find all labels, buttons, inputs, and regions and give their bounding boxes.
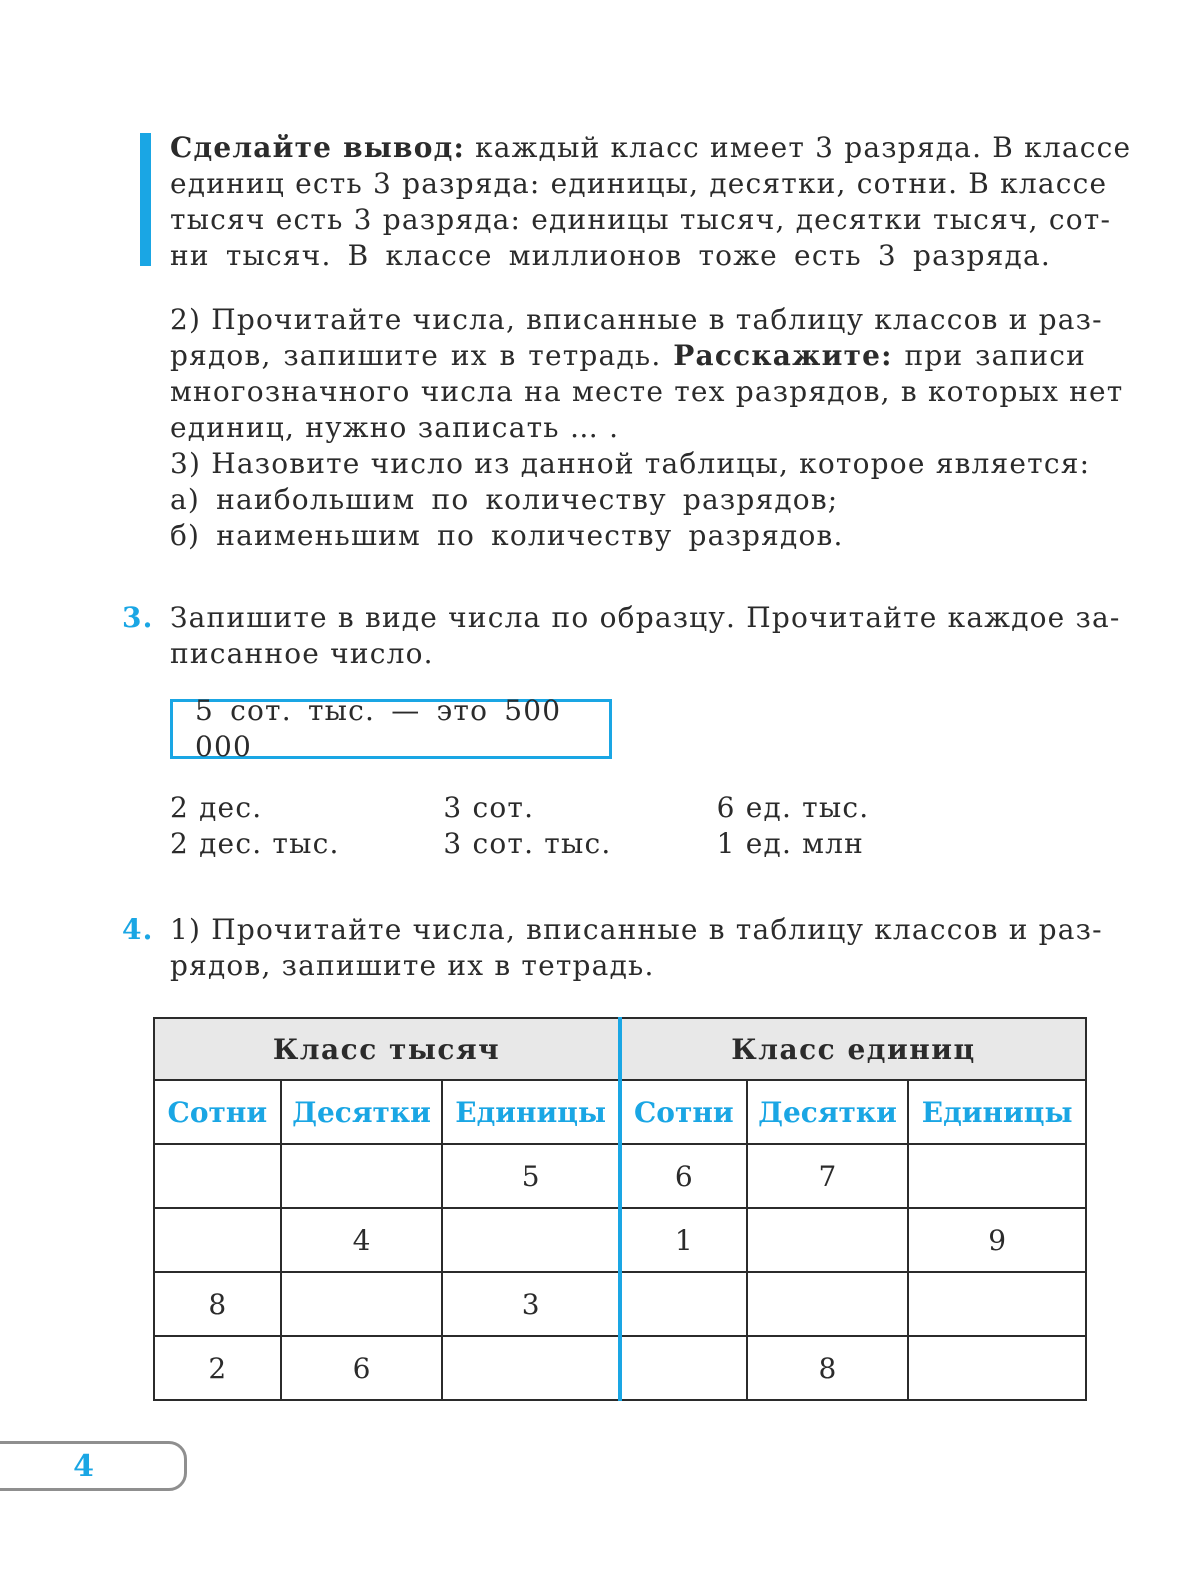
- class-header-row: [154, 1018, 1086, 1080]
- conclusion-accent-bar: [140, 133, 151, 266]
- exercise-3-items: [170, 790, 990, 862]
- task2-line-2: [170, 338, 1086, 374]
- conclusion-line-1: [170, 130, 1132, 166]
- exercise-4-line-1: 1) Прочитайте числа, вписанные в таблицу классов и раз-: [170, 913, 1103, 946]
- task3-option-b: б) наименьшим по количеству разрядов.: [170, 519, 844, 552]
- table-cell: [281, 1272, 443, 1336]
- class-thousands-header: Класс тысяч: [154, 1018, 620, 1080]
- item: 3 сот.: [443, 791, 535, 824]
- column-header: Десятки: [747, 1080, 909, 1144]
- table-cell: [620, 1272, 747, 1336]
- exercise-4-text: [170, 912, 1103, 984]
- exercise-4-line-2: рядов, запишите их в тетрадь.: [170, 949, 655, 982]
- table-cell: [154, 1208, 281, 1272]
- exercise-3-text: [170, 600, 1121, 672]
- item: 2 дес.: [170, 791, 263, 824]
- table-row: [154, 1208, 1086, 1272]
- table-row: [154, 1144, 1086, 1208]
- table-cell: 5: [442, 1144, 620, 1208]
- exercise-3-line-1: Запишите в виде числа по образцу. Прочитайте каждое за-: [170, 601, 1121, 634]
- table-cell: [908, 1336, 1086, 1400]
- items-row-1: [170, 790, 990, 826]
- task2-line-2-post: при записи: [904, 339, 1086, 372]
- table-cell: 7: [747, 1144, 909, 1208]
- task3-question: 3) Назовите число из данной таблицы, которое является:: [170, 447, 1091, 480]
- table-cell: 4: [281, 1208, 443, 1272]
- table-cell: 3: [442, 1272, 620, 1336]
- table-cell: 1: [620, 1208, 747, 1272]
- table-cell: [620, 1336, 747, 1400]
- table-cell: [747, 1208, 909, 1272]
- conclusion-line-4: ни тысяч. В классе миллионов тоже есть 3 разряда.: [170, 239, 1051, 272]
- item: 1 ед. млн: [716, 827, 865, 860]
- column-header: Сотни: [620, 1080, 747, 1144]
- task2-paragraph: [170, 302, 1124, 554]
- task3-option-a: а) наибольшим по количеству разрядов;: [170, 483, 839, 516]
- table-cell: [154, 1144, 281, 1208]
- exercise-3-line-2: писанное число.: [170, 637, 434, 670]
- column-header: Единицы: [908, 1080, 1086, 1144]
- conclusion-text-1: каждый класс имеет 3 разряда. В классе: [475, 131, 1132, 164]
- place-value-table: [153, 1017, 1087, 1401]
- table-row: [154, 1336, 1086, 1400]
- table-cell: [442, 1208, 620, 1272]
- task2-line-2-pre: рядов, запишите их в тетрадь.: [170, 339, 662, 372]
- exercise-4-number: 4.: [122, 913, 154, 946]
- page-number-tab: [0, 1441, 187, 1491]
- table-cell: 9: [908, 1208, 1086, 1272]
- conclusion-label: Сделайте вывод:: [170, 131, 465, 164]
- table-cell: 6: [281, 1336, 443, 1400]
- task2-line-4: единиц, нужно записать … .: [170, 411, 620, 444]
- task2-line-3: многозначного числа на месте тех разрядов, в которых нет: [170, 375, 1124, 408]
- table-cell: [747, 1272, 909, 1336]
- table-cell: 2: [154, 1336, 281, 1400]
- class-units-header: Класс единиц: [620, 1018, 1086, 1080]
- rank-header-row: [154, 1080, 1086, 1144]
- items-row-2: [170, 826, 990, 862]
- table-cell: 8: [747, 1336, 909, 1400]
- item: 6 ед. тыс.: [716, 791, 870, 824]
- conclusion-line-3: тысяч есть 3 разряда: единицы тысяч, десятки тысяч, сот-: [170, 203, 1112, 236]
- table-cell: 6: [620, 1144, 747, 1208]
- table-cell: [281, 1144, 443, 1208]
- table-row: [154, 1272, 1086, 1336]
- column-header: Единицы: [442, 1080, 620, 1144]
- column-header: Сотни: [154, 1080, 281, 1144]
- conclusion-paragraph: [170, 130, 1132, 274]
- sample-box: [170, 694, 612, 763]
- task2-tell-label: Расскажите:: [673, 339, 893, 372]
- sample-text: 5 сот. тыс. — это 500 000: [195, 694, 562, 763]
- page-number: 4: [73, 1448, 94, 1484]
- conclusion-line-2: единиц есть 3 разряда: единицы, десятки, сотни. В классе: [170, 167, 1108, 200]
- table-cell: [442, 1336, 620, 1400]
- task2-line-1: 2) Прочитайте числа, вписанные в таблицу классов и раз-: [170, 303, 1103, 336]
- item: 3 сот. тыс.: [443, 827, 612, 860]
- table-cell: [908, 1144, 1086, 1208]
- column-header: Десятки: [281, 1080, 443, 1144]
- item: 2 дес. тыс.: [170, 827, 340, 860]
- table-cell: 8: [154, 1272, 281, 1336]
- exercise-3-number: 3.: [122, 601, 154, 634]
- table-cell: [908, 1272, 1086, 1336]
